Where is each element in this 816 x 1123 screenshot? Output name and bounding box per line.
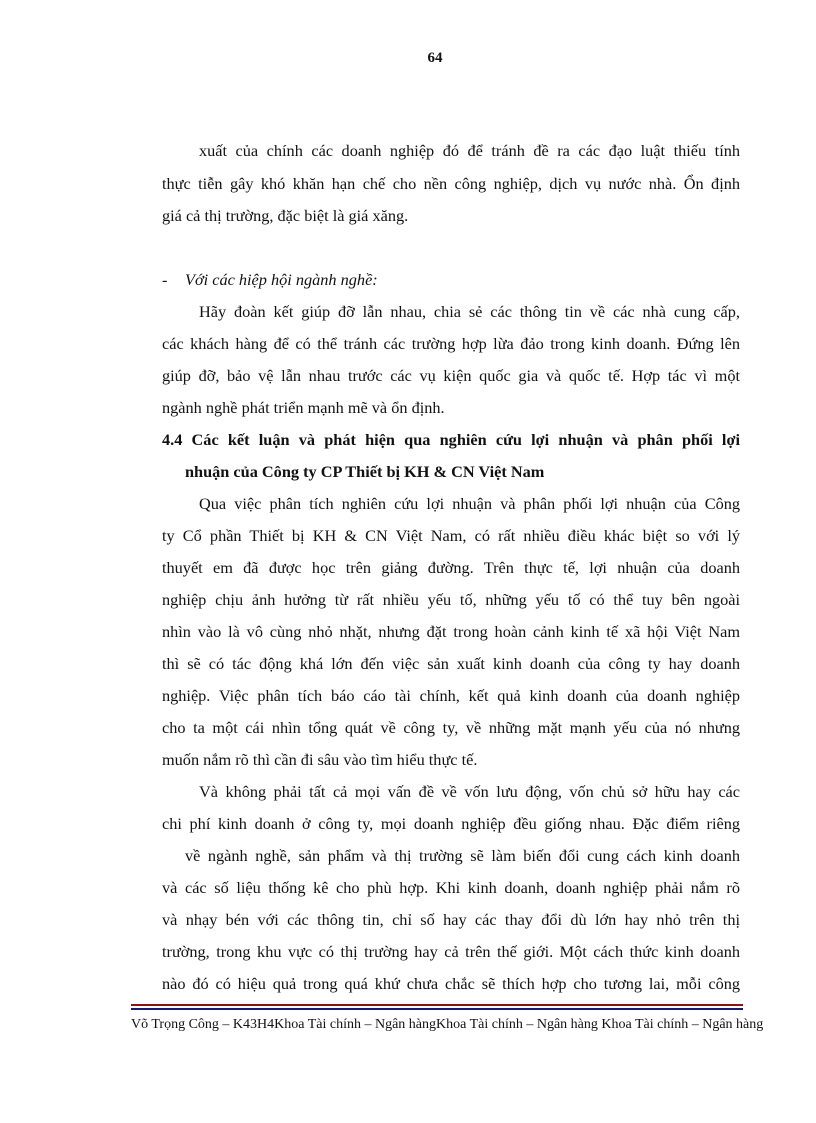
paragraph-line: xuất của chính các doanh nghiệp đó để tránh đề ra các đạo luật thiếu tính	[199, 141, 740, 160]
paragraph-line: nào đó có hiệu quả trong quá khứ chưa chắc sẽ thích hợp cho tương lai, mỗi công	[162, 974, 740, 993]
paragraph-line: các khách hàng để có thể tránh các trường hợp lừa đảo trong kinh doanh. Đứng lên	[162, 334, 740, 353]
paragraph-line: nhìn vào là vô cùng nhỏ nhặt, nhưng đặt trong hoàn cảnh kinh tế xã hội Việt Nam	[162, 622, 740, 641]
page-footer: Võ Trọng Công – K43H4Khoa Tài chính – Ngân hàngKhoa Tài chính – Ngân hàng Khoa Tài chính – Ngân hàng	[131, 1017, 764, 1032]
paragraph-line: muốn nắm rõ thì cần đi sâu vào tìm hiểu thực tế.	[162, 750, 478, 769]
paragraph-line: và nhạy bén với các thông tin, chỉ số hay các thay đổi dù lớn hay nhỏ trên thị	[162, 910, 740, 929]
bullet-title: Với các hiệp hội ngành nghề:	[185, 270, 378, 289]
paragraph-line: ty Cổ phần Thiết bị KH & CN Việt Nam, có rất nhiều điều khác biệt so với lý	[162, 526, 740, 545]
paragraph-line: thì sẽ có tác động khá lớn đến việc sản xuất kinh doanh của công ty hay doanh	[162, 654, 740, 673]
paragraph-line: giúp đỡ, bảo vệ lẫn nhau trước các vụ kiện quốc gia và quốc tế. Hợp tác vì một	[162, 366, 740, 385]
paragraph-line: trường, trong khu vực có thị trường hay cả trên thế giới. Một cách thức kinh doanh	[162, 942, 740, 961]
paragraph-line: cho ta một cái nhìn tổng quát về công ty, về những mặt mạnh yếu của nó nhưng	[162, 718, 740, 737]
section-heading-continued: nhuận của Công ty CP Thiết bị KH & CN Việt Nam	[185, 462, 545, 481]
footer-rule-top	[131, 1004, 743, 1006]
paragraph-line: thực tiễn gây khó khăn hạn chế cho nền công nghiệp, dịch vụ nước nhà. Ổn định	[162, 174, 740, 193]
paragraph-line: giá cả thị trường, đặc biệt là giá xăng.	[162, 206, 409, 225]
paragraph-line: Qua việc phân tích nghiên cứu lợi nhuận và phân phối lợi nhuận của Công	[199, 494, 740, 513]
paragraph-line: chi phí kinh doanh ở công ty, mọi doanh nghiệp đều giống nhau. Đặc điểm riêng	[162, 814, 740, 833]
paragraph-line: nghiệp chịu ảnh hưởng từ rất nhiều yếu tố, những yếu tố có thể tuy bên ngoài	[162, 590, 740, 609]
paragraph-line: về ngành nghề, sản phẩm và thị trường sẽ làm biến đổi cung cách kinh doanh	[185, 846, 740, 865]
paragraph-line: thuyết em đã được học trên giảng đường. Trên thực tế, lợi nhuận của doanh	[162, 558, 740, 577]
paragraph-line: Và không phải tất cả mọi vấn đề về vốn lưu động, vốn chủ sở hữu hay các	[199, 782, 740, 801]
paragraph-line: ngành nghề phát triển mạnh mẽ và ổn định.	[162, 398, 445, 417]
paragraph-line: Hãy đoàn kết giúp đỡ lẫn nhau, chia sẻ các thông tin về các nhà cung cấp,	[199, 302, 740, 321]
footer-rule-bottom	[131, 1008, 743, 1010]
paragraph-line: nghiệp. Việc phân tích báo cáo tài chính, kết quả kinh doanh của doanh nghiệp	[162, 686, 740, 705]
bullet-dash: -	[162, 270, 168, 289]
page-number: 64	[427, 50, 443, 66]
section-heading: 4.4 Các kết luận và phát hiện qua nghiên cứu lợi nhuận và phân phối lợi	[162, 430, 740, 449]
paragraph-line: và các số liệu thống kê cho phù hợp. Khi kinh doanh, doanh nghiệp phải nắm rõ	[162, 878, 740, 897]
